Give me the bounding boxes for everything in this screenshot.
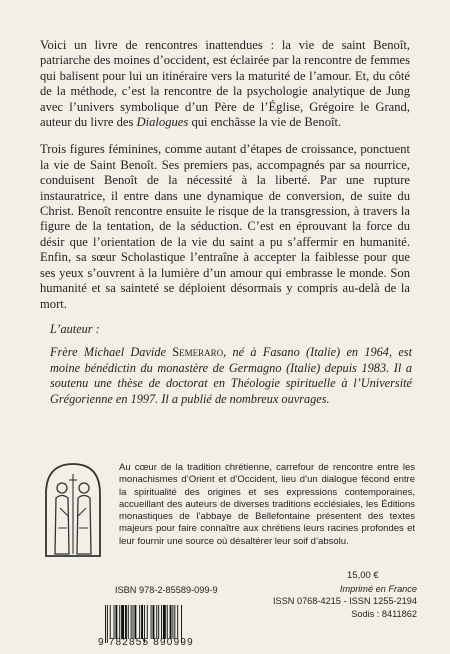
author-bio (50, 345, 412, 407)
back-cover-blurb (40, 38, 410, 324)
isbn: ISBN 978-2-85589-099-9 (115, 585, 218, 595)
publisher-statement: Au cœur de la tradition chrétienne, carrefour de rencontre entre les monachismes d’Orient et d’Occident, lieu d’un dialogue fécond entre la spiritualité des origines et ses expressions contemporaines, accueillant des auteurs de diverses traditions ecclésiales, les Éditions monastiques de l’abbaye de Bellefontaine présentent des textes majeurs pour faire connaître aux chrétiens leurs racines profondes et leur fournir une source où désaltérer leur soif d’absolu. (119, 462, 415, 547)
author-bio-b: , né à Fasano (Italie) en 1964, est moine bénédictin du monastère de Germagno (Italie) depuis 1983. Il a soutenu une thèse de doctorat en Théologie spirituelle à l’Université Grégorienne en 1997. Il a publié de nombreux ouvrages. (50, 345, 412, 406)
printed-in: Imprimé en France (339, 584, 417, 594)
imprint-info (257, 583, 417, 620)
sodis-code: Sodis : 8411862 (351, 608, 417, 619)
blurb-paragraph-1 (40, 38, 410, 130)
blurb-p1-italic-title: Dialogues (136, 115, 189, 130)
two-monks-logo-icon (38, 462, 108, 558)
author-label: L’auteur : (50, 322, 100, 336)
blurb-p1-text-a: Voici un livre de rencontres inattendues : la vie de saint Benoît, patriarche des moines d’occident, est éclairée par la rencontre de femmes qui balisent pour lui un itinéraire vers la maturité de l’amour. Et, du côté de la méthode, c’est la rencontre de la psychologie analytique de Jung avec l’univers symbolique d’un Père de l’Église, Grégoire le Grand, auteur du livre des (40, 38, 410, 130)
price: 15,00 € (347, 570, 379, 581)
author-surname: Semeraro (172, 345, 224, 360)
author-section (50, 322, 412, 407)
issn: ISSN 0768-4215 - ISSN 1255-2194 (272, 596, 417, 607)
author-bio-a: Frère Michael Davide (50, 345, 173, 360)
blurb-p1-text-b: qui enchâsse la vie de Benoît. (188, 115, 342, 130)
blurb-paragraph-2: Trois figures féminines, comme autant d’étapes de croissance, ponctuent la vie de Saint Benoît. Ses premiers pas, accompagnés par sa nourrice, conduisent Benoît de la nécessité à la liberté. Par une rupture instauratrice, il entre dans une dynamique de conversion, de suite du Christ. Benoît rencontre ensuite le risque de la transgression, à travers la figure de la tentation, de la séduction. C’est en éprouvant la force du désir que l’orientation de la vie du saint a pu s’affermir en humanité. Enfin, sa sœur Scholastique l’entraîne à accepter la faiblesse pour que ses yeux s’ouvrent à la lumière d’un amour qui embrasse le monde. Son humanité et sa sainteté se déploient désormais y compris au-delà de la mort. (40, 142, 410, 311)
barcode-number: 9 782855 890999 (98, 637, 194, 648)
